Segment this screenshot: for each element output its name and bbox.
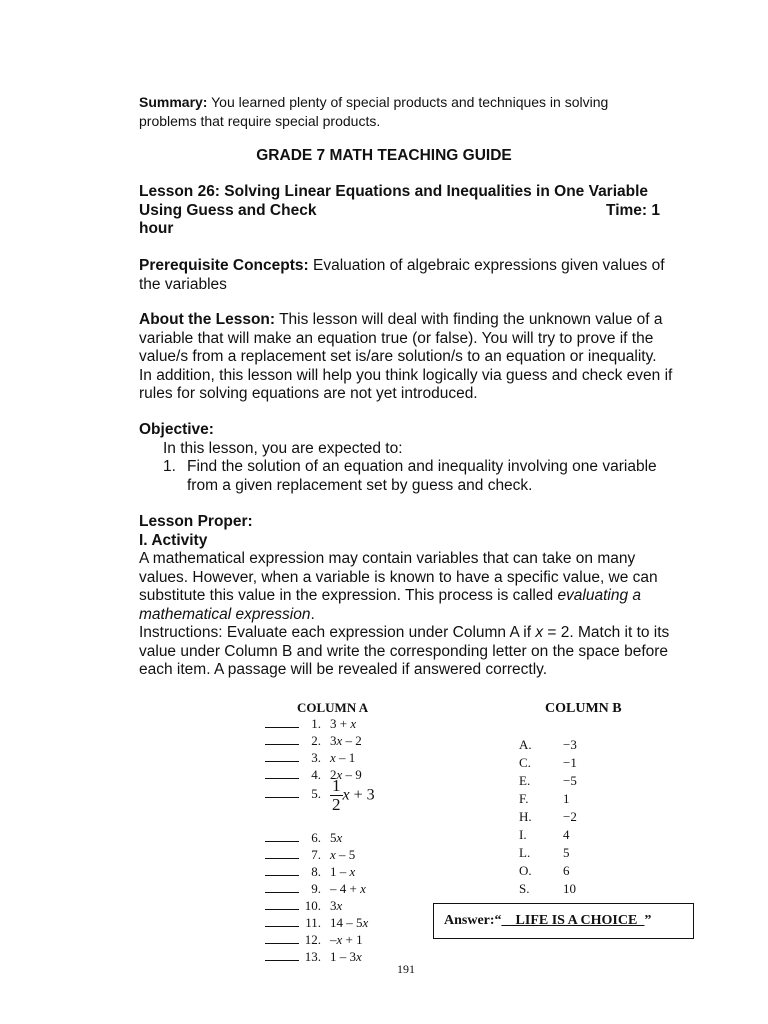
about-text-5: rules for solving equations are not yet introduced.: [139, 385, 478, 402]
about-text-4: In addition, this lesson will help you think logically via guess and check even if: [139, 366, 673, 384]
summary-label: Summary:: [139, 94, 208, 110]
lesson-proper-label: Lesson Proper:: [139, 513, 253, 530]
column-a-item: [265, 881, 366, 897]
prerequisite-text: Evaluation of algebraic expressions given values of: [308, 257, 665, 274]
choice-value: −5: [563, 773, 577, 788]
expression: 2x – 9: [330, 767, 362, 782]
answer-label: Answer:: [444, 913, 495, 928]
item-number: 9.: [311, 881, 321, 896]
item-number: 4.: [311, 767, 321, 782]
item-number: 12.: [304, 932, 321, 947]
choice-letter: E.: [519, 773, 531, 788]
column-a-item: [265, 949, 362, 965]
objective-item-text-2: from a given replacement set by guess and check.: [187, 476, 533, 494]
fraction: [330, 777, 343, 814]
expression: –x + 1: [330, 932, 363, 947]
choice-letter: A.: [519, 737, 532, 752]
activity-text-2: values. However, when a variable is known to have a specific value, we can: [139, 568, 658, 586]
expression: x + 3: [342, 786, 375, 804]
answer-blank[interactable]: [265, 915, 299, 927]
column-b: [519, 737, 639, 893]
choice-letter: H.: [519, 809, 532, 824]
item-number: 6.: [311, 830, 321, 845]
answer-blank[interactable]: [265, 847, 299, 859]
answer-open-quote: “: [494, 913, 502, 928]
answer-blank[interactable]: [265, 898, 299, 910]
activity-emphasis: evaluating a: [557, 587, 642, 604]
answer-blank[interactable]: [265, 830, 299, 842]
expression: 1 – x: [330, 864, 356, 879]
column-b-item: [519, 773, 577, 789]
instructions-text-1b: = 2. Match it to its: [543, 624, 670, 641]
about-text-1: This lesson will deal with finding the unknown value of a: [275, 311, 663, 328]
instructions-variable: x: [535, 624, 544, 641]
choice-value: 6: [563, 863, 570, 878]
column-a-item: [265, 915, 368, 931]
item-number: 1.: [311, 716, 321, 731]
choice-value: −3: [563, 737, 577, 752]
answer-box: [433, 903, 694, 939]
item-number: 8.: [311, 864, 321, 879]
summary-text: You learned plenty of special products and techniques in solving: [207, 94, 609, 110]
lesson-title-line-2: Using Guess and Check: [139, 201, 317, 219]
answer-blank[interactable]: [265, 786, 299, 798]
objective-item-text: Find the solution of an equation and inequality involving one variable: [187, 458, 657, 475]
lesson-time: Time: 1: [606, 201, 660, 219]
instructions-text-3: each item. A passage will be revealed if answered correctly.: [139, 661, 548, 678]
expression: 3 + x: [330, 716, 357, 731]
expression: 3x: [330, 898, 343, 913]
instructions-text-2: value under Column B and write the corresponding letter on the space before: [139, 642, 669, 660]
fraction-denominator: 2: [332, 795, 341, 814]
objective-intro: In this lesson, you are expected to:: [163, 439, 403, 457]
choice-value: −1: [563, 755, 577, 770]
prerequisite-label: Prerequisite Concepts:: [139, 257, 309, 274]
column-a-item: [265, 898, 342, 914]
activity-text-4-end: .: [310, 605, 315, 623]
choice-value: 10: [563, 881, 576, 893]
objective-label: Objective:: [139, 421, 214, 438]
answer-blank[interactable]: [265, 750, 299, 762]
choice-value: 4: [563, 827, 570, 842]
item-number: 5.: [311, 786, 321, 802]
answer-blank[interactable]: [265, 733, 299, 745]
answer-blank[interactable]: [265, 716, 299, 728]
column-a-item: [265, 716, 356, 732]
column-b-item: [519, 791, 570, 807]
column-a-header: COLUMN A: [297, 700, 369, 715]
column-b-item: [519, 881, 576, 893]
column-a: [265, 716, 445, 966]
expression: x – 1: [330, 750, 356, 765]
item-number: 2.: [311, 733, 321, 748]
summary: [139, 93, 739, 131]
expression: – 4 + x: [330, 881, 366, 896]
answer-close-quote: ”: [644, 913, 652, 928]
activity-emphasis-2: mathematical expression: [139, 605, 311, 623]
column-b-item: [519, 827, 570, 843]
item-number: 7.: [311, 847, 321, 862]
column-b-item: [519, 755, 577, 771]
column-a-item: [265, 750, 355, 766]
lesson-title: [139, 183, 679, 239]
answer-blank[interactable]: [265, 864, 299, 876]
column-a-item: [265, 733, 362, 749]
item-number: 13.: [304, 949, 321, 964]
column-a-item: [265, 847, 355, 863]
instructions-text-1: Instructions: Evaluate each expression under Column A if: [139, 624, 536, 641]
column-b-item: [519, 863, 570, 879]
column-a-item: [265, 777, 375, 814]
expression: 14 – 5x: [330, 915, 369, 930]
fraction-numerator: 1: [332, 776, 341, 795]
choice-letter: C.: [519, 755, 531, 770]
column-a-item: [265, 830, 342, 846]
expression: x – 5: [330, 847, 356, 862]
column-b-header: COLUMN B: [545, 701, 622, 716]
choice-value: 5: [563, 845, 570, 860]
expression: 5x: [330, 830, 343, 845]
about-text-2: variable that will make an equation true (or false). You will try to prove if the: [139, 329, 654, 347]
choice-letter: F.: [519, 791, 529, 806]
about-text-3: value/s from a replacement set is/are solution/s to an equation or inequality.: [139, 348, 657, 365]
prerequisite-text-2: the variables: [139, 275, 227, 293]
objective: [139, 421, 719, 495]
answer-text: __LIFE IS A CHOICE_: [501, 913, 645, 928]
about-the-lesson: [139, 311, 719, 404]
choice-letter: O.: [519, 863, 532, 878]
activity-text-1: A mathematical expression may contain variables that can take on many: [139, 550, 636, 567]
summary-text-2: problems that require special products.: [139, 113, 381, 129]
expression: 3x – 2: [330, 733, 362, 748]
answer-blank[interactable]: [265, 881, 299, 893]
lesson-title-line-1: Lesson 26: Solving Linear Equations and Inequalities in One Variable: [139, 183, 649, 200]
expression: 1 – 3x: [330, 949, 362, 964]
activity-text-3: substitute this value in the expression. This process is called: [139, 587, 558, 604]
answer-blank[interactable]: [265, 949, 299, 961]
objective-item-number: 1.: [163, 458, 176, 475]
page-number: 191: [397, 962, 415, 976]
choice-value: −2: [563, 809, 577, 824]
choice-value: 1: [563, 791, 570, 806]
prerequisite-concepts: [139, 257, 699, 294]
activity-heading: I. Activity: [139, 531, 208, 549]
column-a-item: [265, 864, 355, 880]
item-number: 11.: [305, 915, 321, 930]
lesson-time-unit: hour: [139, 220, 174, 237]
column-b-item: [519, 845, 570, 861]
lesson-proper: [139, 513, 719, 680]
column-b-item: [519, 737, 577, 753]
about-label: About the Lesson:: [139, 311, 276, 328]
item-number: 10.: [304, 898, 321, 913]
choice-letter: S.: [519, 881, 530, 893]
answer-blank[interactable]: [265, 932, 299, 944]
column-a-item: [265, 932, 363, 948]
item-number: 3.: [311, 750, 321, 765]
choice-letter: I.: [519, 827, 527, 842]
column-b-item: [519, 809, 577, 825]
guide-title: GRADE 7 MATH TEACHING GUIDE: [256, 147, 512, 164]
choice-letter: L.: [519, 845, 531, 860]
